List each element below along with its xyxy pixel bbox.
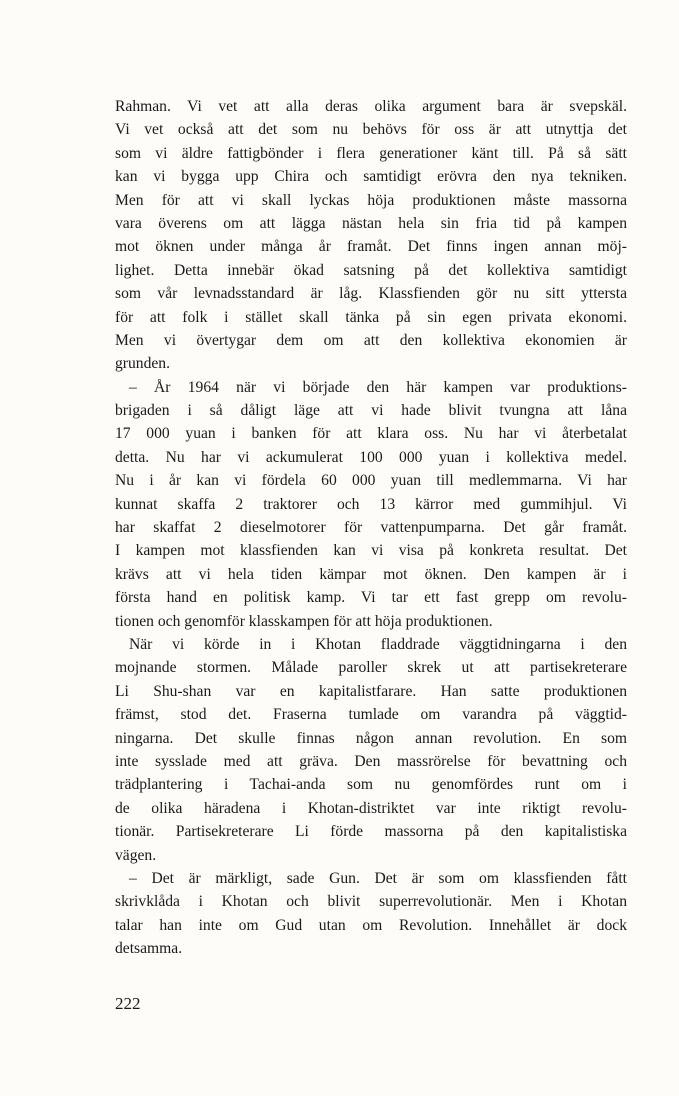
text-line: detsamma.	[115, 940, 183, 958]
text-line: första hand en politisk kamp. Vi tar ett fast grepp om revolu-	[115, 589, 627, 607]
text-line: som vi äldre fattigbönder i flera generationer känt till. På så sätt	[115, 144, 627, 162]
text-line: Vi vet också att det som nu behövs för oss är att utnyttja det	[115, 121, 627, 139]
text-line: inte sysslade med att gräva. Den massrörelse för bevattning och	[115, 752, 627, 770]
text-line: de olika häradena i Khotan-distriktet var inte riktigt revolu-	[115, 799, 627, 817]
text-line: vara överens om att lägga nästan hela sin fria tid på kampen	[115, 214, 627, 232]
text-line: talar han inte om Gud utan om Revolution. Innehållet är dock	[115, 916, 627, 934]
body-text	[115, 95, 627, 960]
page-number: 222	[115, 994, 141, 1013]
text-line: – Det är märkligt, sade Gun. Det är som om klassfienden fått	[129, 869, 627, 887]
text-line: mojnande stormen. Målade paroller skrek ut att partisekreterare	[115, 659, 627, 677]
text-line: tionen och genomför klasskampen för att höja produktionen.	[115, 612, 493, 630]
text-line: brigaden i så dåligt läge att vi hade blivit tvungna att låna	[115, 402, 627, 420]
text-line: trädplantering i Tachai-anda som nu genomfördes runt om i	[115, 776, 627, 794]
text-line: ningarna. Det skulle finnas någon annan revolution. En som	[115, 729, 627, 747]
text-line: grunden.	[115, 355, 170, 373]
text-line: som vår levnadsstandard är låg. Klassfienden gör nu sitt yttersta	[115, 285, 627, 303]
text-line: tionär. Partisekreterare Li förde massorna på den kapitalistiska	[115, 823, 627, 841]
text-line: I kampen mot klassfienden kan vi visa på konkreta resultat. Det	[115, 542, 627, 560]
text-line: kan vi bygga upp Chira och samtidigt erövra den nya tekniken.	[115, 168, 627, 186]
text-line: Men vi övertygar dem om att den kollektiva ekonomien är	[115, 331, 627, 349]
text-line: för att folk i stället skall tänka på sin egen privata ekonomi.	[115, 308, 627, 326]
text-line: Nu i år kan vi fördela 60 000 yuan till medlemmarna. Vi har	[115, 472, 627, 490]
text-line: skrivklåda i Khotan och blivit superrevolutionär. Men i Khotan	[115, 893, 627, 911]
text-line: Men för att vi skall lyckas höja produktionen måste massorna	[115, 191, 627, 209]
text-line: – År 1964 när vi började den här kampen var produktions-	[129, 378, 627, 396]
text-line: har skaffat 2 dieselmotorer för vattenpumparna. Det går framåt.	[115, 519, 627, 537]
text-line: lighet. Detta innebär ökad satsning på det kollektiva samtidigt	[115, 261, 627, 279]
text-line: kunnat skaffa 2 traktorer och 13 kärror med gummihjul. Vi	[115, 495, 627, 513]
text-line: När vi körde in i Khotan fladdrade väggtidningarna i den	[129, 635, 627, 653]
text-line: Rahman. Vi vet att alla deras olika argument bara är svepskäl.	[115, 98, 627, 115]
text-line: detta. Nu har vi ackumulerat 100 000 yuan i kollektiva medel.	[115, 448, 627, 466]
text-line: mot öknen under många år framåt. Det finns ingen annan möj-	[115, 238, 627, 256]
text-line: vägen.	[115, 846, 157, 864]
text-line: Li Shu-shan var en kapitalistfarare. Han satte produktionen	[115, 682, 627, 700]
text-line: krävs att vi hela tiden kämpar mot öknen. Den kampen är i	[115, 565, 627, 583]
text-line: främst, stod det. Fraserna tumlade om varandra på väggtid-	[115, 706, 627, 724]
text-line: 17 000 yuan i banken för att klara oss. Nu har vi återbetalat	[115, 425, 627, 443]
